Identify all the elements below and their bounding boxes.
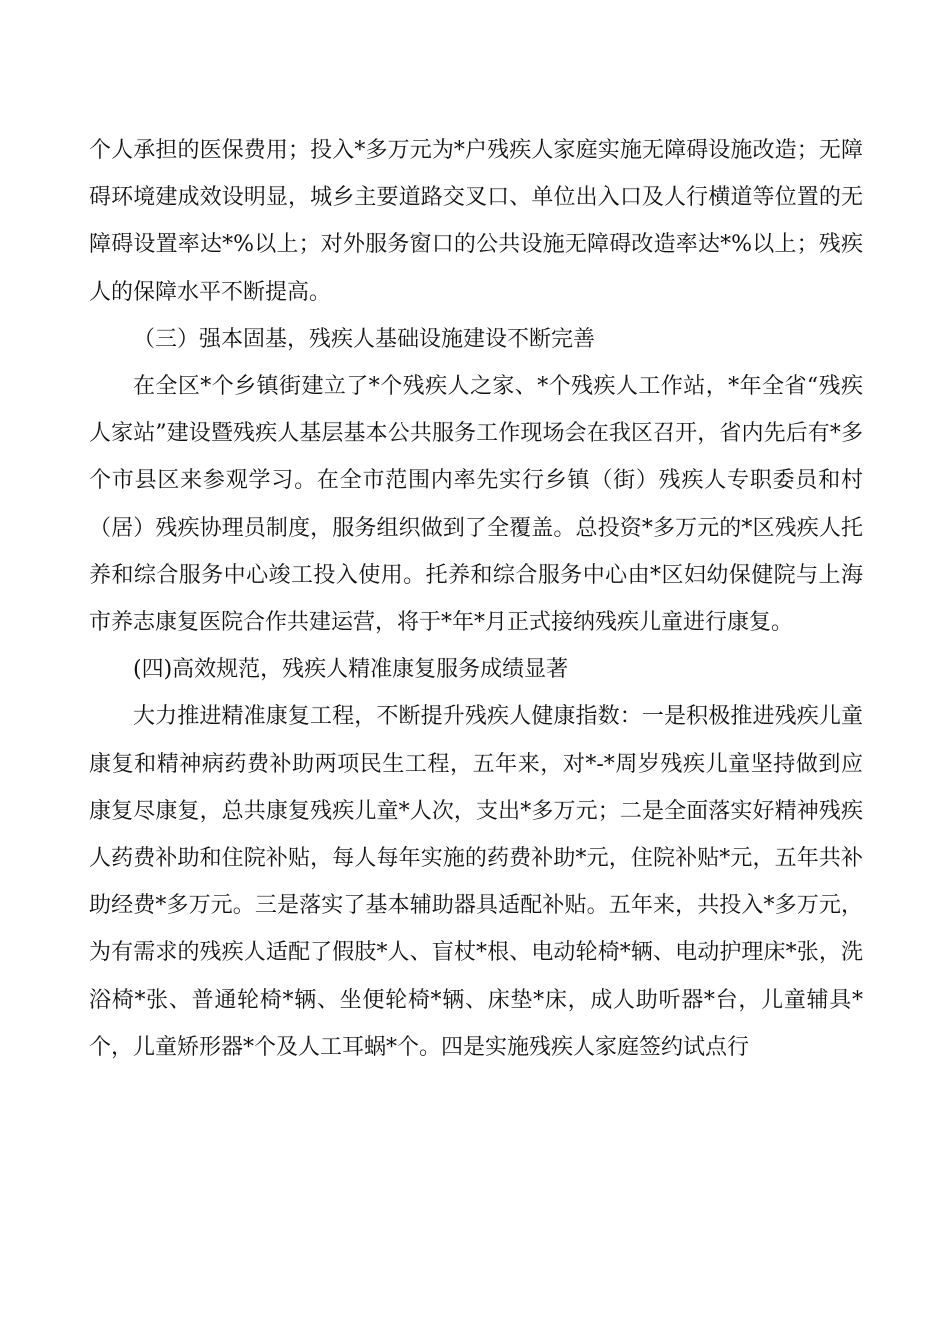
section-heading-4: (四)高效规范，残疾人精准康复服务成绩显著: [133, 657, 569, 683]
document-body: [89, 127, 863, 1071]
section-heading-3: （三）强本固基，残疾人基础设施建设不断完善: [133, 326, 596, 352]
paragraph-continuation: 个人承担的医保费用；投入*多万元为*户残疾人家庭实施无障碍设施改造；无障碍环境建成效设明显，城乡主要道路交叉口、单位出入口及人行横道等位置的无障碍设置率达*%以上；对外服务窗口的公共设施无障碍改造率达*%以上；残疾人的保障水平不断提高。: [89, 138, 863, 305]
paragraph-infrastructure: 在全区*个乡镇街建立了*个残疾人之家、*个残疾人工作站，*年全省“残疾人家站”建设暨残疾人基层基本公共服务工作现场会在我区召开，省内先后有*多个市县区来参观学习。在全市范围内率先实行乡镇（街）残疾人专职委员和村（居）残疾协理员制度，服务组织做到了全覆盖。总投资*多万元的*区残疾人托养和综合服务中心竣工投入使用。托养和综合服务中心由*区妇幼保健院与上海市养志康复医院合作共建运营，将于*年*月正式接纳残疾儿童进行康复。: [89, 374, 863, 636]
paragraph-rehabilitation: 大力推进精准康复工程，不断提升残疾人健康指数：一是积极推进残疾儿童康复和精神病药费补助两项民生工程，五年来，对*-*周岁残疾儿童坚持做到应康复尽康复，总共康复残疾儿童*人次，支出*多万元；二是全面落实好精神残疾人药费补助和住院补贴，每人每年实施的药费补助*元，住院补贴*元，五年共补助经费*多万元。三是落实了基本辅助器具适配补贴。五年来，共投入*多万元，为有需求的残疾人适配了假肢*人、盲杖*根、电动轮椅*辆、电动护理床*张，洗浴椅*张、普通轮椅*辆、坐便轮椅*辆、床垫*床，成人助听器*台，儿童辅具*个，儿童矫形器*个及人工耳蜗*个。四是实施残疾人家庭签约试点行: [89, 704, 863, 1060]
